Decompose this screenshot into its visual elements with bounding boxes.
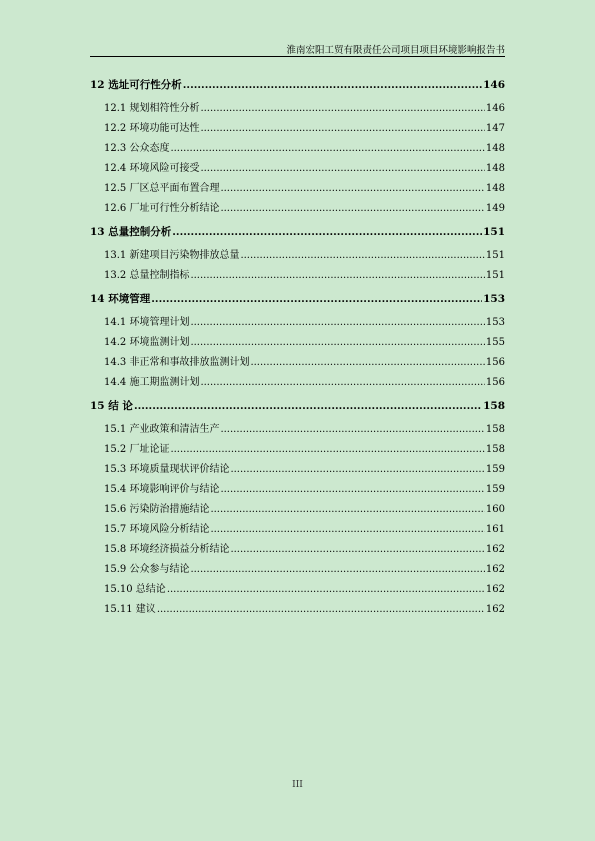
toc-entry-label: 13 总量控制分析 [90, 226, 172, 238]
toc-section-entry[interactable] [90, 353, 505, 373]
toc-entry-page: 148 [485, 143, 505, 154]
toc-section-entry[interactable] [90, 179, 505, 199]
toc-leader-dots [230, 460, 484, 480]
toc-entry-label: 15.11 建议 [104, 604, 156, 615]
toc-entry-page: 146 [483, 79, 505, 91]
toc-entry-page: 151 [485, 250, 505, 261]
toc-section-entry[interactable] [90, 373, 505, 393]
toc-entry-page: 162 [485, 544, 505, 555]
toc-entry-label: 12.2 环境功能可达性 [104, 123, 200, 134]
toc-section-entry[interactable] [90, 420, 505, 440]
toc-leader-dots [240, 246, 484, 266]
toc-entry-label: 15.9 公众参与结论 [104, 564, 190, 575]
toc-entry-label: 12 选址可行性分析 [90, 79, 182, 91]
toc-section-entry[interactable] [90, 600, 505, 620]
toc-leader-dots [220, 179, 484, 199]
toc-section-entry[interactable] [90, 199, 505, 219]
toc-leader-dots [170, 440, 484, 460]
toc-entry-label: 15.8 环境经济损益分析结论 [104, 544, 230, 555]
page-number: III [292, 780, 303, 790]
toc-leader-dots [200, 373, 484, 393]
toc-entry-label: 14.3 非正常和事故排放监测计划 [104, 357, 250, 368]
toc-entry-page: 158 [483, 400, 505, 412]
toc-entry-label: 14 环境管理 [90, 293, 151, 305]
toc-entry-label: 15.1 产业政策和清洁生产 [104, 424, 220, 435]
table-of-contents [90, 72, 505, 620]
toc-leader-dots [200, 119, 484, 139]
toc-entry-page: 149 [485, 203, 505, 214]
toc-section-entry[interactable] [90, 440, 505, 460]
toc-chapter-entry[interactable] [90, 72, 505, 99]
toc-chapter-entry[interactable] [90, 393, 505, 420]
toc-section-entry[interactable] [90, 246, 505, 266]
toc-leader-dots [157, 600, 485, 620]
toc-entry-page: 146 [485, 103, 505, 114]
toc-entry-page: 160 [485, 504, 505, 515]
toc-entry-page: 156 [485, 377, 505, 388]
toc-leader-dots [167, 580, 485, 600]
toc-entry-page: 148 [485, 183, 505, 194]
toc-leader-dots [220, 480, 484, 500]
toc-leader-dots [190, 333, 484, 353]
toc-entry-page: 148 [485, 163, 505, 174]
toc-chapter-entry[interactable] [90, 286, 505, 313]
toc-entry-label: 12.4 环境风险可接受 [104, 163, 200, 174]
running-header [90, 40, 505, 57]
toc-entry-label: 15.3 环境质量现状评价结论 [104, 464, 230, 475]
toc-section-entry[interactable] [90, 520, 505, 540]
toc-leader-dots [151, 286, 482, 313]
toc-section-entry[interactable] [90, 460, 505, 480]
toc-entry-label: 15.10 总结论 [104, 584, 166, 595]
toc-leader-dots [200, 99, 484, 119]
toc-entry-label: 14.2 环境监测计划 [104, 337, 190, 348]
toc-entry-label: 14.4 施工期监测计划 [104, 377, 200, 388]
toc-entry-label: 13.1 新建项目污染物排放总量 [104, 250, 240, 261]
toc-leader-dots [190, 313, 484, 333]
toc-entry-label: 15.4 环境影响评价与结论 [104, 484, 220, 495]
toc-entry-label: 12.3 公众态度 [104, 143, 170, 154]
toc-entry-page: 158 [485, 424, 505, 435]
toc-section-entry[interactable] [90, 500, 505, 520]
toc-entry-page: 153 [483, 293, 505, 305]
toc-entry-label: 15 结 论 [90, 400, 133, 412]
toc-section-entry[interactable] [90, 159, 505, 179]
toc-leader-dots [190, 560, 484, 580]
toc-leader-dots [210, 520, 484, 540]
toc-section-entry[interactable] [90, 119, 505, 139]
toc-leader-dots [200, 159, 484, 179]
toc-leader-dots [183, 72, 482, 99]
toc-leader-dots [230, 540, 484, 560]
toc-entry-label: 14.1 环境管理计划 [104, 317, 190, 328]
toc-entry-page: 161 [485, 524, 505, 535]
toc-chapter-entry[interactable] [90, 219, 505, 246]
toc-entry-page: 153 [485, 317, 505, 328]
toc-section-entry[interactable] [90, 139, 505, 159]
toc-leader-dots [250, 353, 484, 373]
toc-entry-page: 162 [485, 564, 505, 575]
toc-leader-dots [190, 266, 484, 286]
toc-section-entry[interactable] [90, 580, 505, 600]
toc-section-entry[interactable] [90, 480, 505, 500]
toc-section-entry[interactable] [90, 266, 505, 286]
toc-entry-label: 15.2 厂址论证 [104, 444, 170, 455]
toc-entry-page: 162 [485, 584, 505, 595]
toc-leader-dots [220, 420, 484, 440]
toc-entry-page: 147 [485, 123, 505, 134]
toc-leader-dots [134, 393, 482, 420]
document-title: 淮南宏阳工贸有限责任公司项目项目环境影响报告书 [286, 45, 505, 56]
toc-entry-label: 12.6 厂址可行性分析结论 [104, 203, 220, 214]
toc-entry-page: 158 [485, 444, 505, 455]
toc-entry-page: 151 [485, 270, 505, 281]
toc-leader-dots [172, 219, 482, 246]
toc-entry-page: 159 [485, 464, 505, 475]
toc-entry-label: 15.7 环境风险分析结论 [104, 524, 210, 535]
toc-entry-page: 156 [485, 357, 505, 368]
toc-leader-dots [170, 139, 484, 159]
toc-entry-label: 15.6 污染防治措施结论 [104, 504, 210, 515]
toc-entry-label: 12.5 厂区总平面布置合理 [104, 183, 220, 194]
toc-section-entry[interactable] [90, 540, 505, 560]
toc-section-entry[interactable] [90, 560, 505, 580]
toc-section-entry[interactable] [90, 99, 505, 119]
toc-entry-page: 151 [483, 226, 505, 238]
toc-entry-page: 155 [485, 337, 505, 348]
toc-entry-label: 12.1 规划相符性分析 [104, 103, 200, 114]
toc-entry-page: 162 [485, 604, 505, 615]
toc-section-entry[interactable] [90, 313, 505, 333]
toc-entry-label: 13.2 总量控制指标 [104, 270, 190, 281]
toc-section-entry[interactable] [90, 333, 505, 353]
toc-leader-dots [210, 500, 484, 520]
toc-leader-dots [220, 199, 484, 219]
toc-entry-page: 159 [485, 484, 505, 495]
